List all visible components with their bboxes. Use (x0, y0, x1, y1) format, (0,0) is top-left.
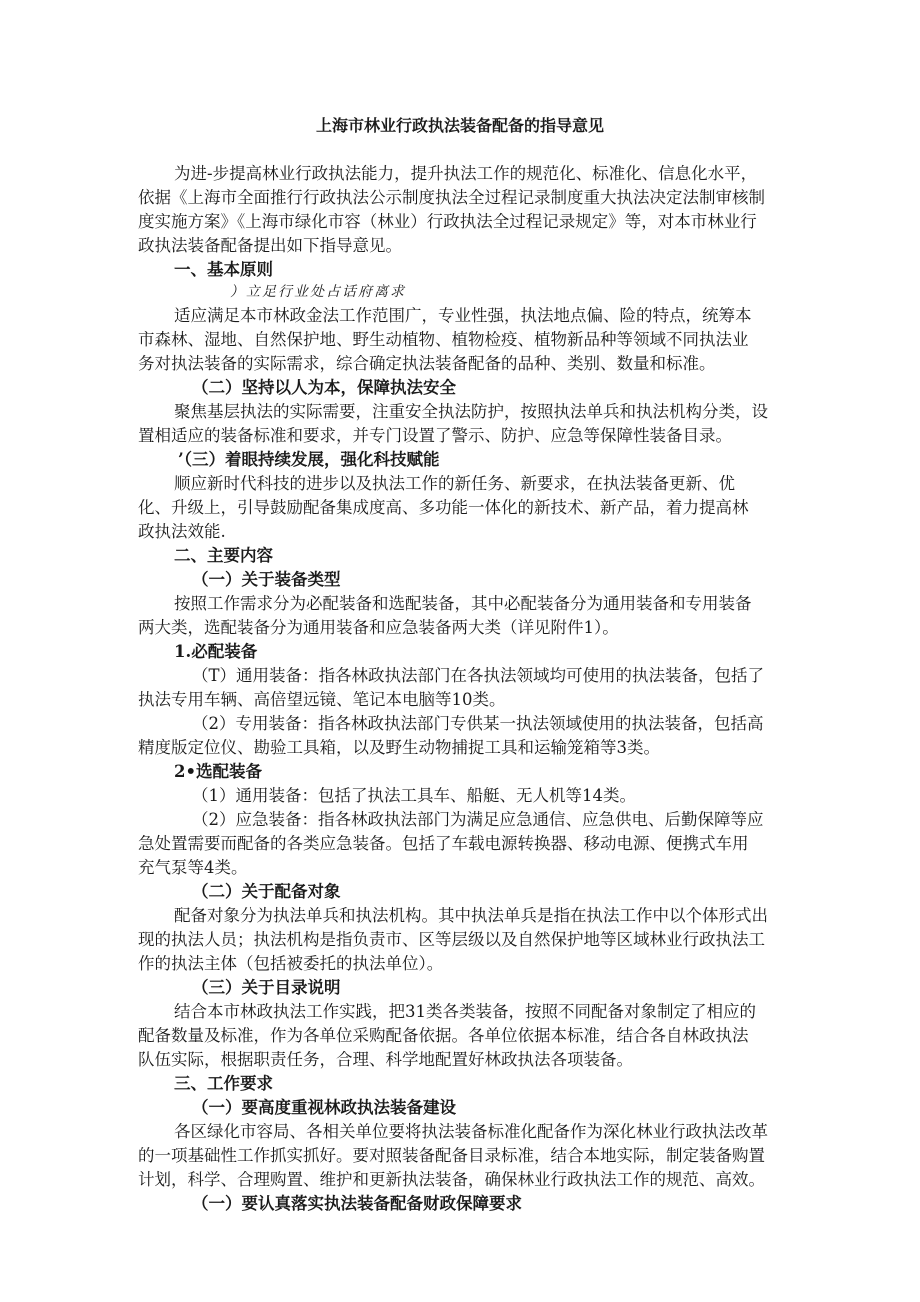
content-3-line-2: 配备数量及标准，作为各单位采购配备依据。各单位依据本标准，结合各自林政执法 (138, 1026, 749, 1045)
required-special-line-2: 精度版定位仪、勘验工具箱，以及野生动物捕捉工具和运输笼箱等3类。 (138, 738, 660, 757)
principle-3-line-1: 顺应新时代科技的进步以及执法工作的新任务、新要求，在执法装备更新、优 (174, 474, 735, 493)
work-1-line-3: 计划，科学、合理购置、维护和更新执法装备，确保林业行政执法工作的规范、高效。 (138, 1170, 765, 1189)
optional-general-line: （1）通用装备：包括了执法工具车、船艇、无人机等14类。 (192, 786, 636, 805)
content-2-line-2: 现的执法人员；执法机构是指负责市、区等层级以及自然保护地等区域林业行政执法工 (138, 930, 765, 949)
intro-line-1: 为进-步提高林业行政执法能力，提升执法工作的规范化、标准化、信息化水平， (174, 164, 758, 183)
work-1-heading: （一）要高度重视林政执法装备建设 (192, 1098, 456, 1117)
required-general-line-2: 执法专用车辆、高倍望远镜、笔记本电脑等10类。 (138, 690, 506, 709)
work-2-heading: （一）要认真落实执法装备配备财政保障要求 (192, 1194, 522, 1213)
content-3-line-3: 队伍实际，根据职责任务，合理、科学地配置好林政执法各项装备。 (138, 1050, 633, 1069)
intro-line-3: 度实施方案》《上海市绿化市容（林业）行政执法全过程记录规定》等，对本市林业行 (138, 212, 757, 231)
content-1-line-1: 按照工作需求分为必配装备和选配装备，其中必配装备分为通用装备和专用装备 (174, 594, 752, 613)
optional-emergency-line-3: 充气泵等4类。 (138, 858, 248, 877)
intro-line-4: 政执法装备配备提出如下指导意见。 (138, 236, 402, 255)
optional-emergency-line-2: 急处置需要而配备的各类应急装备。包括了车载电源转换器、移动电源、便携式车用 (138, 834, 749, 853)
content-1-heading: （一）关于装备类型 (192, 570, 341, 589)
content-2-line-3: 作的执法主体（包括被委托的执法单位）。 (138, 954, 444, 973)
principle-1-line-1: 适应满足本市林政金法工作范围广，专业性强，执法地点偏、险的特点，统筹本 (174, 306, 752, 325)
work-1-line-2: 的一项基础性工作抓实抓好。要对照装备配备目录标准，结合本地实际，制定装备购置 (138, 1146, 765, 1165)
principle-1-heading: ）立足行业处占话府离求 (230, 284, 406, 300)
principle-2-line-2: 置相适应的装备标准和要求，并专门设置了警示、防护、应急等保障性装备目录。 (138, 426, 732, 445)
principle-2-line-1: 聚焦基层执法的实际需要，注重安全执法防护，按照执法单兵和执法机构分类，设 (174, 402, 768, 421)
principle-3-line-2: 化、升级上，引导鼓励配备集成度高、多功能一体化的新技术、新产品，着力提高林 (138, 498, 749, 517)
content-3-line-1: 结合本市林政执法工作实践，把31类各类装备，按照不同配备对象制定了相应的 (174, 1002, 756, 1021)
principle-3-heading: ’（三）着眼持续发展，强化科技赋能 (178, 450, 440, 469)
intro-line-2: 依据《上海市全面推行行政执法公示制度执法全过程记录制度重大执法决定法制审核制 (138, 188, 765, 207)
optional-emergency-line-1: （2）应急装备：指各林政执法部门为满足应急通信、应急供电、后勤保障等应 (192, 810, 764, 829)
content-2-line-1: 配备对象分为执法单兵和执法机构。其中执法单兵是指在执法工作中以个体形式出 (174, 906, 768, 925)
section-3-heading: 三、工作要求 (174, 1074, 273, 1093)
required-general-line-1: （T）通用装备：指各林政执法部门在各执法领域均可使用的执法装备，包括了 (192, 666, 765, 685)
optional-equipment-heading: 2•选配装备 (174, 762, 263, 781)
required-equipment-heading: 1.必配装备 (174, 642, 258, 661)
principle-3-line-3: 政执法效能. (138, 522, 226, 541)
content-3-heading: （三）关于目录说明 (192, 978, 341, 997)
section-1-heading: 一、基本原则 (174, 260, 273, 279)
required-special-line-1: （2）专用装备：指各林政执法部门专供某一执法领域使用的执法装备，包括高 (192, 714, 764, 733)
content-1-line-2: 两大类，选配装备分为通用装备和应急装备两大类（详见附件1）。 (138, 618, 619, 637)
work-1-line-1: 各区绿化市容局、各相关单位要将执法装备标准化配备作为深化林业行政执法改革 (174, 1122, 768, 1141)
principle-1-line-3: 务对执法装备的实际需求，综合确定执法装备配备的品种、类别、数量和标准。 (138, 354, 716, 373)
section-2-heading: 二、主要内容 (174, 546, 273, 565)
principle-2-heading: （二）坚持以人为本，保障执法安全 (192, 378, 456, 397)
principle-1-line-2: 市森林、湿地、自然保护地、野生动植物、植物检疫、植物新品种等领域不同执法业 (138, 330, 749, 349)
document-title: 上海市林业行政执法装备配备的指导意见 (315, 116, 604, 135)
content-2-heading: （二）关于配备对象 (192, 882, 341, 901)
